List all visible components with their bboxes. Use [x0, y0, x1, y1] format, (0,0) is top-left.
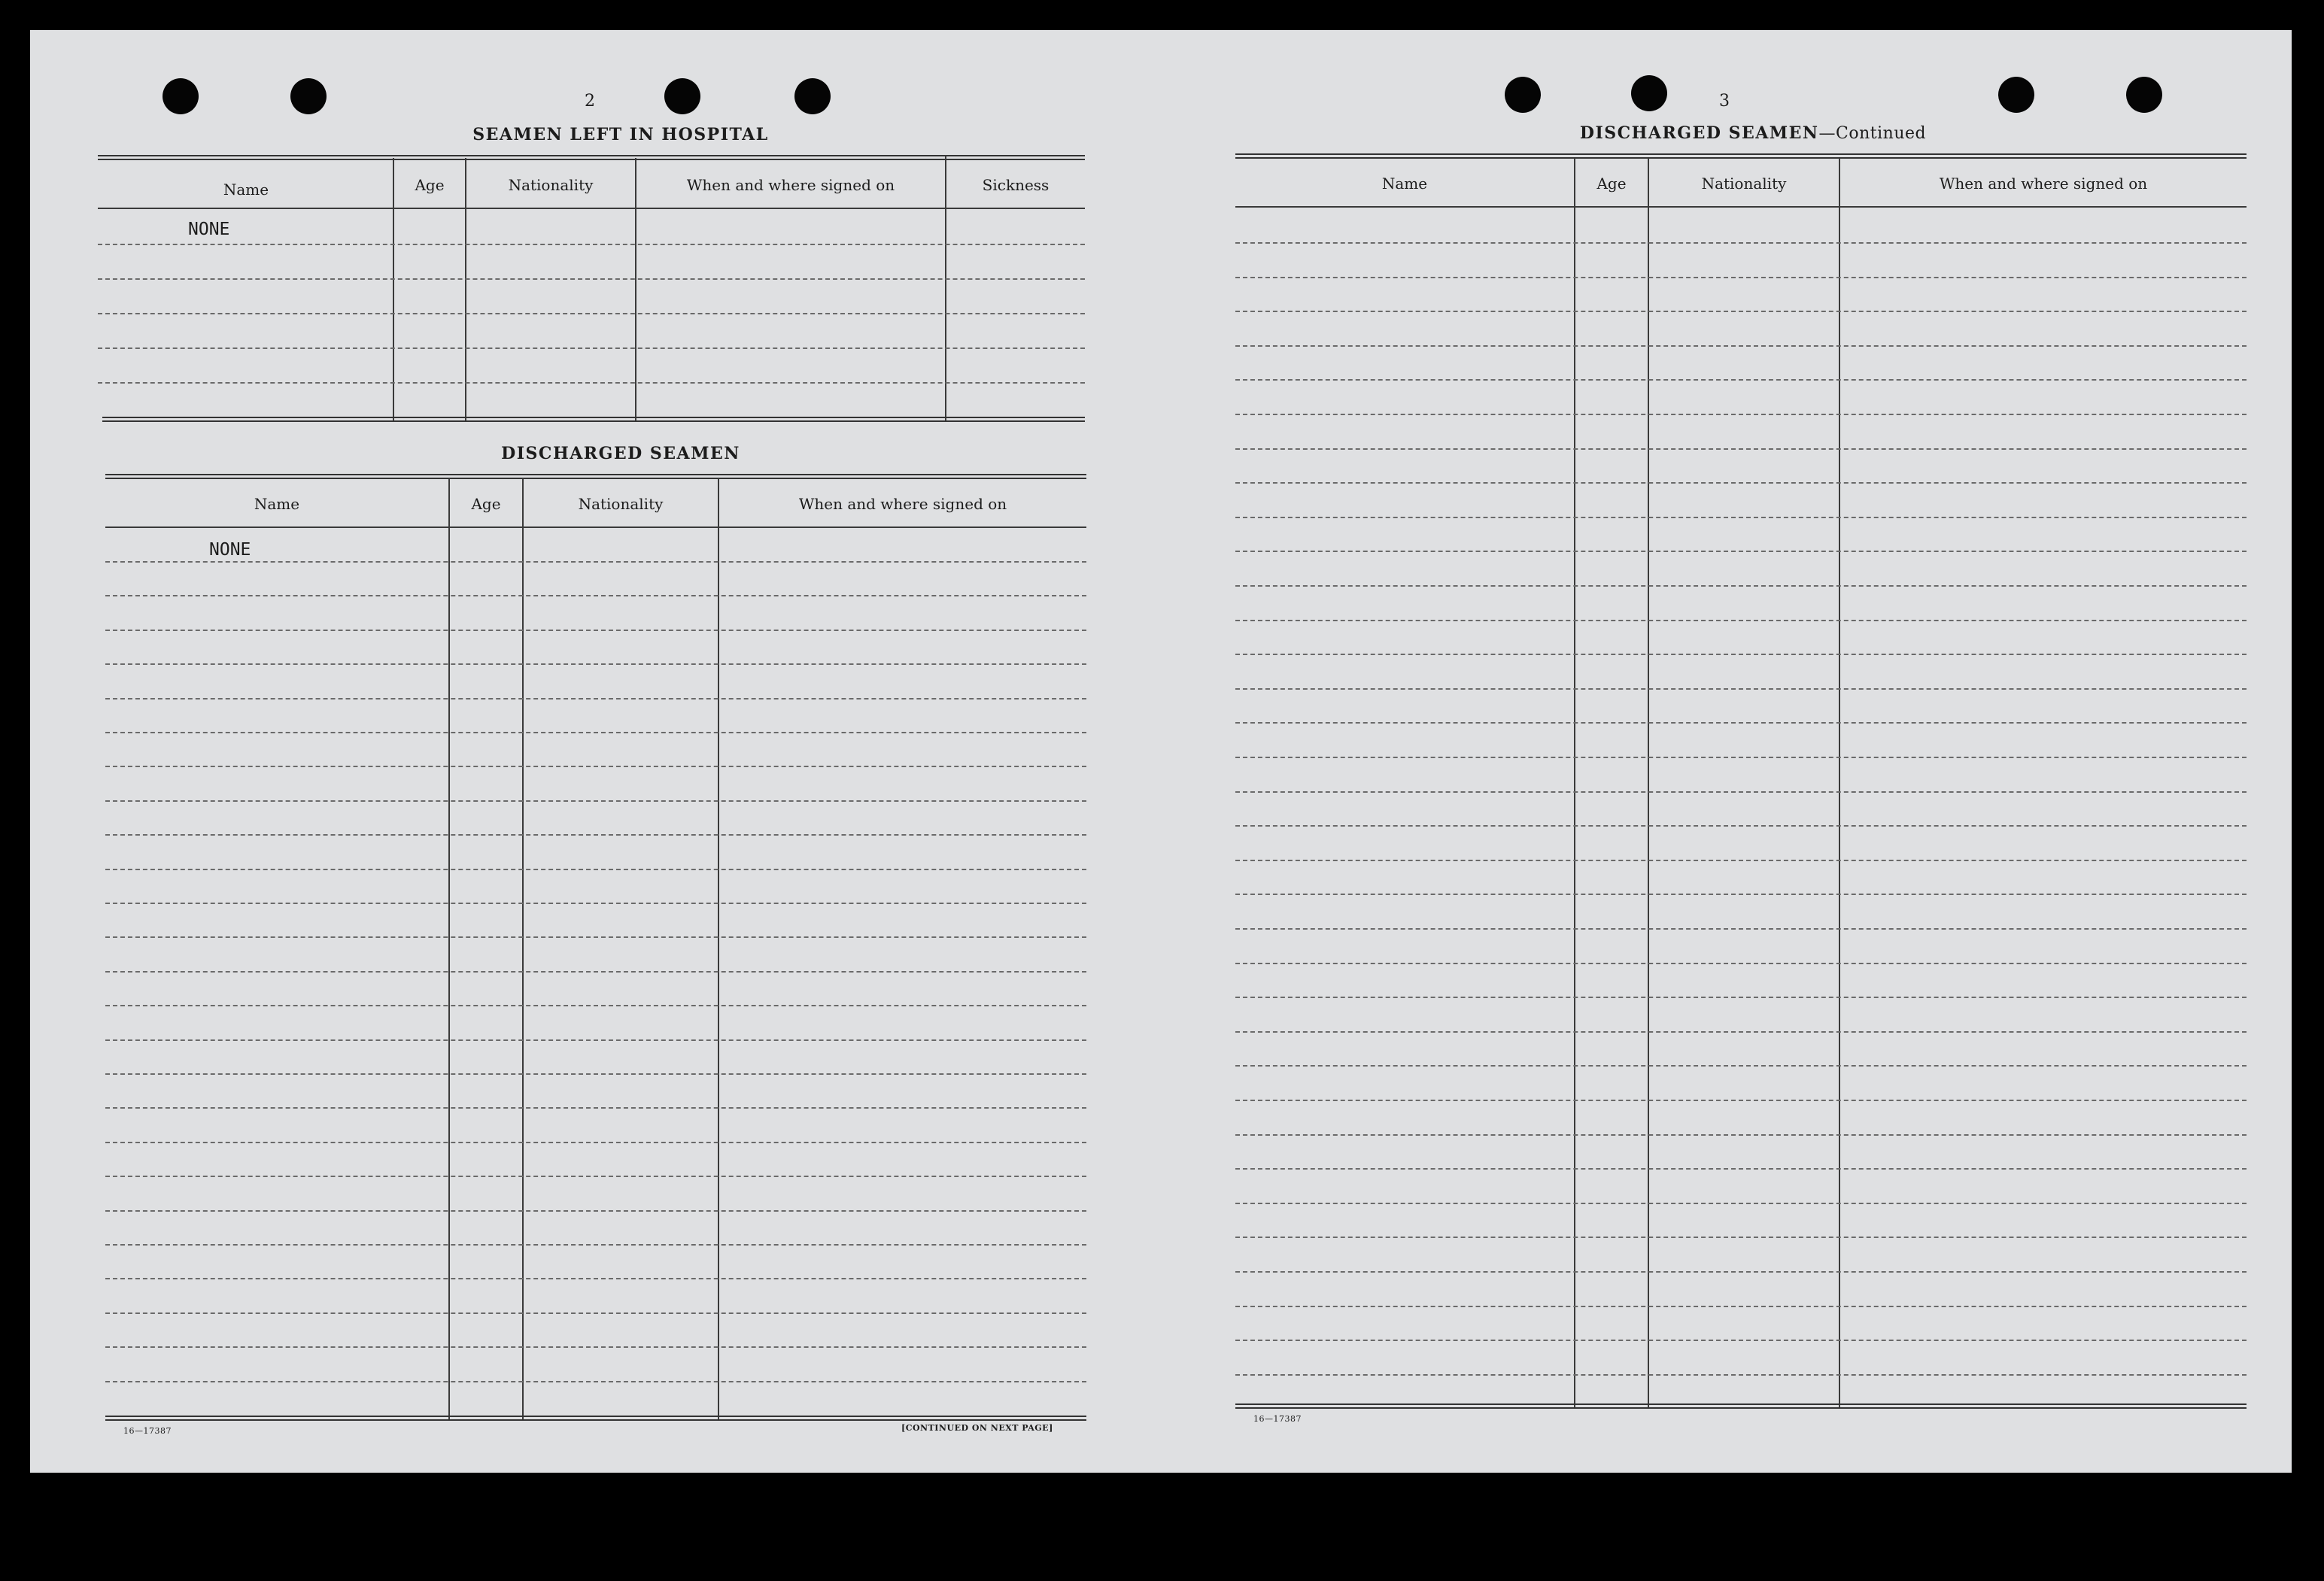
- punch-hole: [1998, 77, 2034, 113]
- punch-hole: [1505, 77, 1541, 113]
- discharged-continued-title-text: DISCHARGED SEAMEN: [1579, 123, 1819, 143]
- punch-hole: [290, 78, 327, 114]
- ledger-row-line: [105, 561, 1086, 563]
- discharged-header-rule: [105, 526, 1086, 528]
- ledger-row-line: [1235, 1271, 2247, 1273]
- ledger-row-line: [1235, 1031, 2247, 1033]
- hospital-section-title: SEAMEN LEFT IN HOSPITAL: [472, 125, 769, 144]
- ledger-row-line: [1235, 654, 2247, 655]
- ledger-row-line: [1235, 311, 2247, 312]
- form-number-right: 16—17387: [1253, 1414, 1302, 1424]
- hospital-table-bottom-rule: [102, 417, 1085, 422]
- ledger-row-line: [1235, 620, 2247, 621]
- punch-hole: [794, 78, 831, 114]
- ledger-row-line: [1235, 414, 2247, 415]
- hospital-row-line: [98, 382, 1085, 384]
- ledger-row-line: [1235, 963, 2247, 964]
- discharged-table-top-rule: [105, 474, 1086, 479]
- hospital-col-nationality: Nationality: [508, 176, 594, 194]
- right-col-age: Age: [1596, 174, 1627, 193]
- ledger-row-line: [105, 1107, 1086, 1109]
- ledger-row-line: [105, 1312, 1086, 1314]
- ledger-row-line: [105, 1073, 1086, 1075]
- ledger-row-line: [1235, 1306, 2247, 1307]
- ledger-row-line: [1235, 825, 2247, 827]
- hospital-table-top-rule: [98, 155, 1085, 160]
- ledger-row-line: [1235, 448, 2247, 450]
- discharged-col-nationality: Nationality: [578, 495, 664, 513]
- ledger-row-line: [1235, 1100, 2247, 1101]
- ledger-row-line: [105, 1005, 1086, 1006]
- right-col-nationality: Nationality: [1701, 174, 1787, 193]
- hospital-col-age: Age: [415, 176, 445, 194]
- punch-hole: [1631, 75, 1667, 111]
- right-table-bottom-rule: [1235, 1403, 2247, 1409]
- page-number-left: 2: [585, 92, 595, 111]
- discharged-col-name: Name: [254, 495, 300, 513]
- punch-hole: [2126, 77, 2162, 113]
- ledger-row-line: [105, 1244, 1086, 1246]
- punch-hole: [163, 78, 199, 114]
- ledger-row-line: [1235, 517, 2247, 518]
- ledger-row-line: [1235, 757, 2247, 758]
- ledger-row-line: [105, 936, 1086, 938]
- ledger-row-line: [1235, 345, 2247, 347]
- ledger-row-line: [105, 1278, 1086, 1279]
- ledger-row-line: [1235, 928, 2247, 930]
- ledger-row-line: [1235, 1065, 2247, 1067]
- hospital-row-line: [98, 347, 1085, 349]
- discharged-entry-name: NONE: [209, 540, 251, 560]
- ledger-sheet: [30, 30, 2292, 1473]
- ledger-row-line: [105, 1176, 1086, 1177]
- page-number-right: 3: [1719, 92, 1730, 111]
- ledger-row-line: [1235, 585, 2247, 587]
- ledger-row-line: [1235, 1374, 2247, 1376]
- hospital-entry-name: NONE: [188, 220, 230, 239]
- hospital-row-line: [98, 278, 1085, 280]
- right-col-name: Name: [1381, 174, 1428, 193]
- right-col-signed-on: When and where signed on: [1939, 174, 2148, 193]
- discharged-section-title: DISCHARGED SEAMEN: [501, 444, 740, 463]
- ledger-row-line: [1235, 860, 2247, 861]
- ledger-row-line: [105, 1346, 1086, 1348]
- ledger-row-line: [105, 903, 1086, 904]
- discharged-table-bottom-rule: [105, 1416, 1086, 1421]
- ledger-row-line: [1235, 1203, 2247, 1204]
- ledger-row-line: [105, 663, 1086, 665]
- ledger-row-line: [1235, 242, 2247, 244]
- hospital-row-line: [98, 244, 1085, 245]
- ledger-row-line: [1235, 997, 2247, 998]
- right-table-top-rule: [1235, 153, 2247, 159]
- ledger-row-line: [105, 698, 1086, 699]
- ledger-row-line: [105, 1381, 1086, 1382]
- discharged-continued-title: [1482, 123, 2024, 143]
- hospital-column-divider: [945, 155, 946, 421]
- ledger-row-line: [1235, 551, 2247, 552]
- ledger-row-line: [1235, 482, 2247, 484]
- ledger-row-line: [1235, 1134, 2247, 1136]
- ledger-row-line: [1235, 1237, 2247, 1238]
- ledger-row-line: [105, 800, 1086, 802]
- hospital-col-signed-on: When and where signed on: [686, 176, 895, 194]
- ledger-row-line: [1235, 379, 2247, 381]
- discharged-col-signed-on: When and where signed on: [798, 495, 1007, 513]
- hospital-row-line: [98, 313, 1085, 314]
- punch-hole: [664, 78, 700, 114]
- ledger-row-line: [105, 732, 1086, 733]
- continued-note: [CONTINUED ON NEXT PAGE]: [901, 1423, 1053, 1433]
- ledger-row-line: [1235, 277, 2247, 278]
- ledger-row-line: [105, 630, 1086, 631]
- hospital-header-rule: [98, 208, 1085, 209]
- form-number-left: 16—17387: [123, 1426, 172, 1436]
- ledger-row-line: [105, 1142, 1086, 1143]
- discharged-col-age: Age: [471, 495, 501, 513]
- ledger-row-line: [105, 834, 1086, 836]
- ledger-row-line: [105, 1210, 1086, 1212]
- right-header-rule: [1235, 206, 2247, 208]
- ledger-row-line: [1235, 1340, 2247, 1341]
- ledger-row-line: [105, 971, 1086, 973]
- ledger-row-line: [1235, 722, 2247, 724]
- ledger-row-line: [105, 869, 1086, 870]
- ledger-row-line: [1235, 894, 2247, 895]
- ledger-row-line: [1235, 1168, 2247, 1170]
- ledger-row-line: [105, 595, 1086, 596]
- ledger-row-line: [105, 1039, 1086, 1041]
- ledger-row-line: [1235, 688, 2247, 690]
- hospital-col-sickness: Sickness: [982, 176, 1050, 194]
- ledger-row-line: [1235, 791, 2247, 793]
- hospital-col-name: Name: [223, 181, 269, 199]
- continued-suffix: —Continued: [1818, 124, 1927, 143]
- ledger-row-line: [105, 766, 1086, 767]
